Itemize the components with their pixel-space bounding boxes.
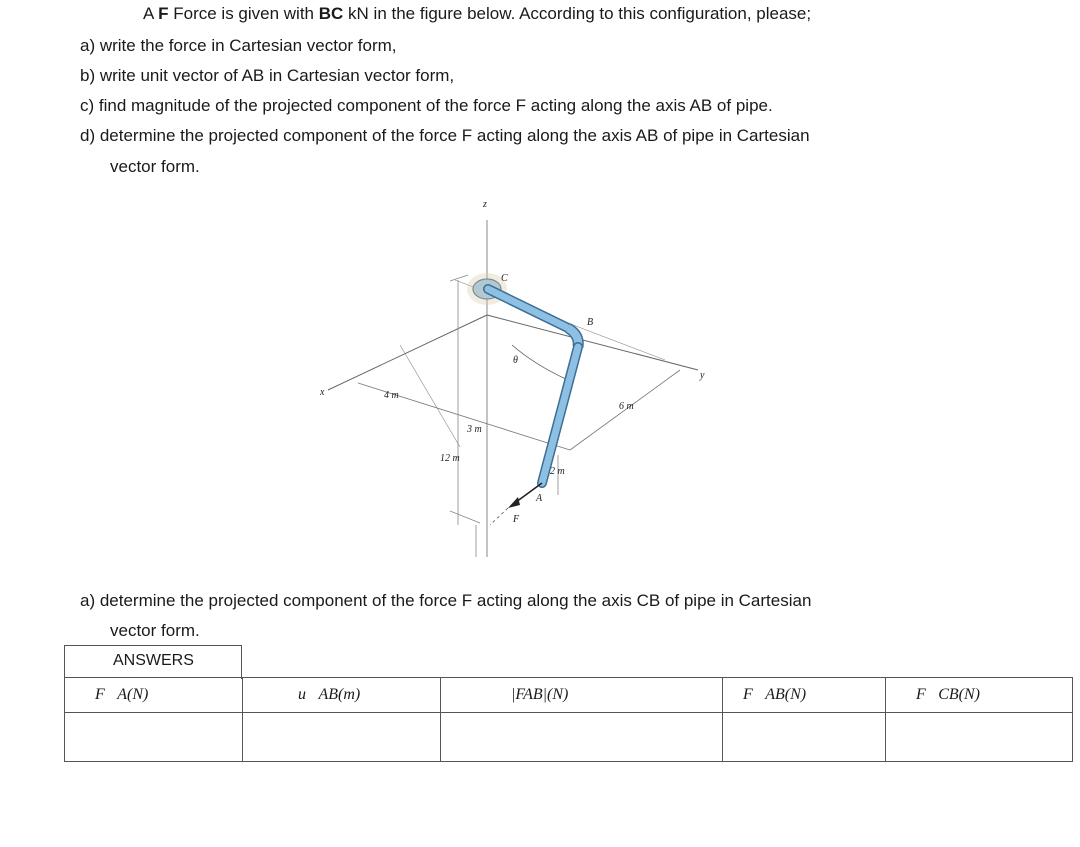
pipe-figure — [300, 185, 720, 565]
force-f-label: F — [513, 514, 520, 525]
answer-cell-fab-vector[interactable] — [723, 713, 886, 762]
answer-cell-fa[interactable] — [65, 713, 243, 762]
x-axis-label: x — [320, 387, 325, 398]
force-symbol: F — [158, 4, 169, 23]
header-fa: F⃗A(N) — [65, 678, 243, 713]
angle-arc — [512, 345, 568, 380]
point-c-label: C — [501, 273, 508, 284]
point-b-label: B — [587, 317, 594, 328]
header-fab-magnitude: |FAB|(N) — [441, 678, 723, 713]
answer-cell-fab-magnitude[interactable] — [441, 713, 723, 762]
pipe-ba-fill — [542, 347, 578, 483]
y-axis-label: y — [700, 370, 705, 381]
question-a-cb-continued: vector form. — [110, 621, 200, 640]
header-fab-vector: F⃗AB(N) — [723, 678, 886, 713]
dim-line — [450, 275, 468, 281]
question-a: a) write the force in Cartesian vector form, — [80, 36, 397, 55]
dim-2m-label: 2 m — [550, 466, 565, 477]
dim-12m-label: 12 m — [440, 453, 460, 464]
header-uab: u⃗AB(m) — [243, 678, 441, 713]
dim-6m-label: 6 m — [619, 401, 634, 412]
problem-intro: A F Force is given with BC kN in the figure below. According to this configuration, please; — [143, 4, 812, 23]
force-arrowhead — [508, 497, 520, 508]
answer-cell-fcb[interactable] — [886, 713, 1073, 762]
dim-line — [450, 511, 480, 523]
x-axis — [328, 315, 487, 390]
bc-symbol: BC — [318, 4, 344, 23]
question-c: c) find magnitude of the projected component of the force F acting along the axis AB of pipe. — [80, 96, 773, 115]
table-row — [65, 713, 1073, 762]
theta-label: θ — [513, 355, 518, 366]
grid-line — [400, 345, 460, 447]
force-line-extension — [490, 508, 508, 525]
question-d-continued: vector form. — [110, 157, 200, 176]
answers-table — [64, 677, 1073, 762]
question-b: b) write unit vector of AB in Cartesian vector form, — [80, 66, 455, 85]
table-header-row — [65, 678, 1073, 713]
answers-title: ANSWERS — [113, 652, 194, 669]
answers-title-box — [64, 645, 242, 679]
pipe-cb-fill — [488, 289, 568, 328]
question-d: d) determine the projected component of the force F acting along the axis AB of pipe in Cartesian — [80, 126, 810, 145]
question-a-cb: a) determine the projected component of the force F acting along the axis CB of pipe in Cartesian — [80, 591, 812, 610]
dim-3m-label: 3 m — [467, 424, 482, 435]
dim-4m-label: 4 m — [384, 390, 399, 401]
z-axis-label: z — [483, 199, 487, 210]
header-fcb: F⃗CB(N) — [886, 678, 1073, 713]
point-a-label: A — [536, 493, 543, 504]
answer-cell-uab[interactable] — [243, 713, 441, 762]
